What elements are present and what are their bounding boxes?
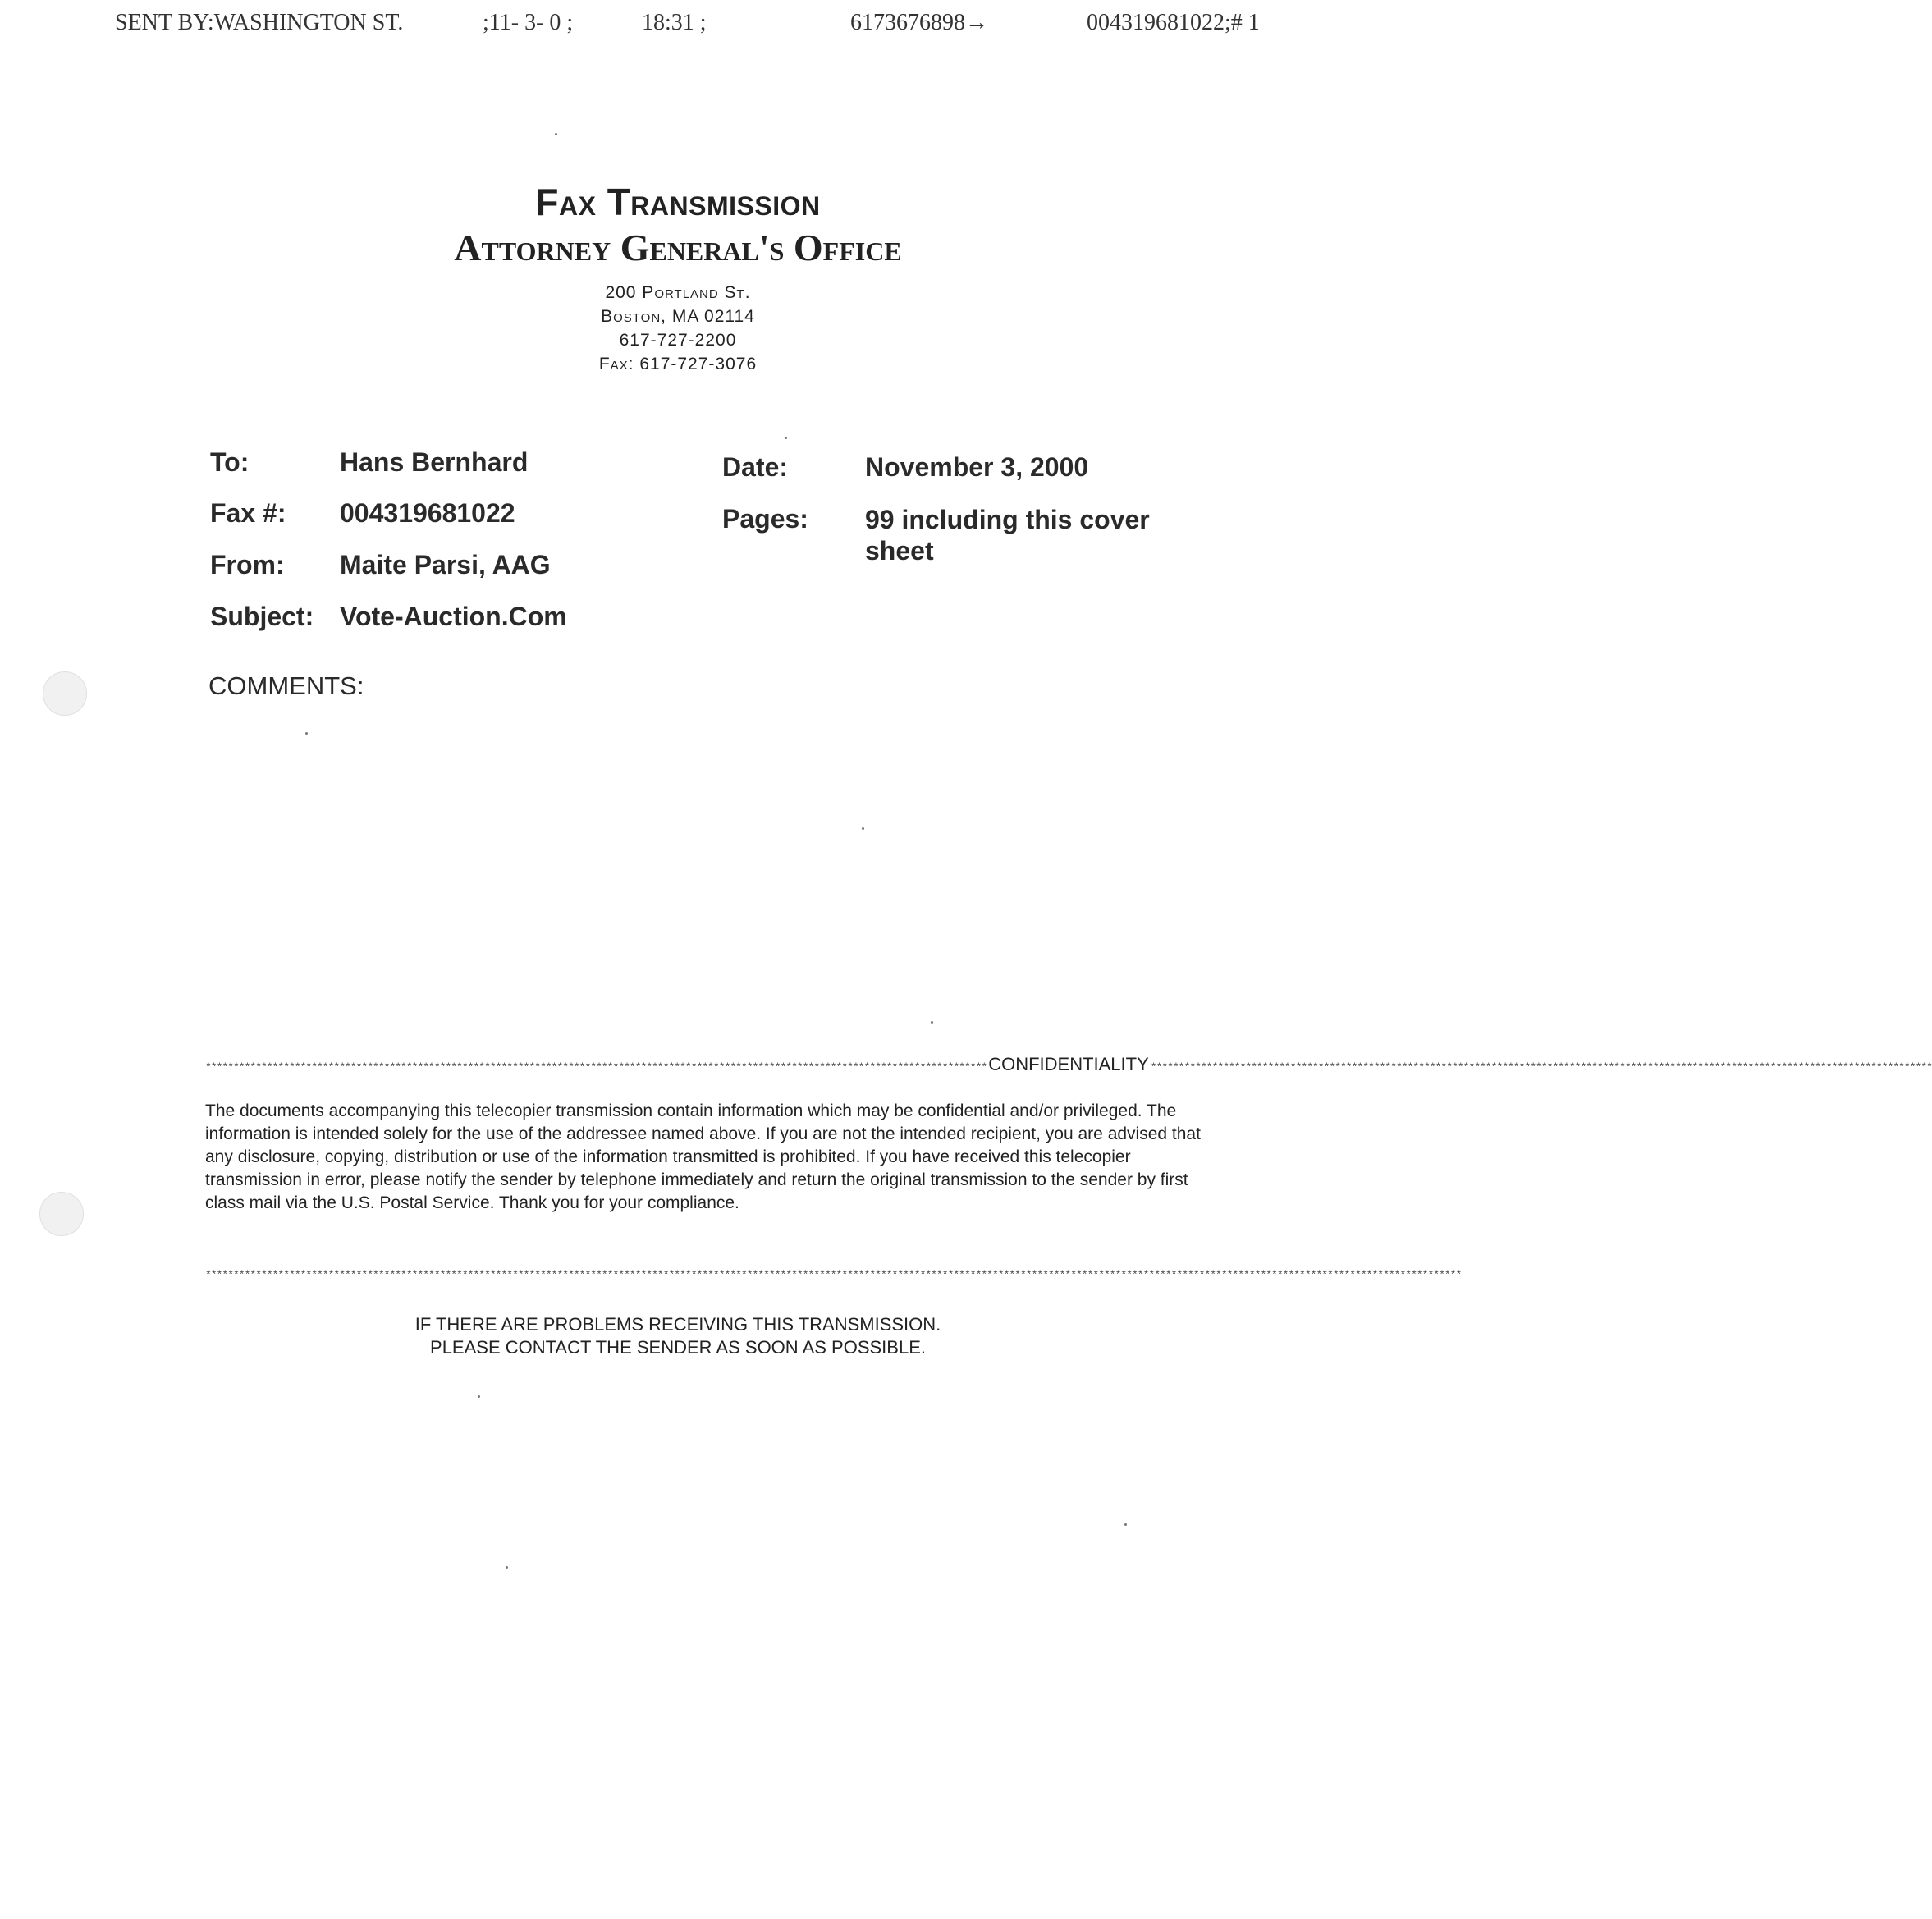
confidentiality-divider-bottom: ********************************************************************************************************************************************************************************************************************************* xyxy=(205,1269,1462,1281)
transmission-problem-notice xyxy=(0,1313,1356,1359)
scan-speck xyxy=(506,1566,508,1569)
fax-header-sender-number: 6173676898→ xyxy=(850,10,988,35)
office-name: Attorney General's Office xyxy=(454,227,902,268)
fax-header-time: 18:31 ; xyxy=(642,10,707,35)
pages-label: Pages: xyxy=(722,504,808,534)
date-value: November 3, 2000 xyxy=(865,452,1089,482)
scan-speck xyxy=(555,133,557,135)
punch-hole-bottom xyxy=(39,1192,84,1236)
notice-line-1: IF THERE ARE PROBLEMS RECEIVING THIS TRANSMISSION. xyxy=(414,1314,941,1335)
letterhead xyxy=(0,179,1356,376)
punch-hole-top xyxy=(43,671,87,716)
address-phone: 617-727-2200 xyxy=(619,331,737,350)
scan-speck xyxy=(931,1021,933,1024)
notice-line-2: PLEASE CONTACT THE SENDER AS SOON AS POSSIBLE. xyxy=(430,1337,926,1358)
fax-header-date: ;11- 3- 0 ; xyxy=(483,10,574,35)
scan-speck xyxy=(1124,1523,1127,1526)
to-value: Hans Bernhard xyxy=(340,447,529,477)
scan-speck xyxy=(785,437,787,439)
comments-label: COMMENTS: xyxy=(208,671,364,700)
confidentiality-notice: The documents accompanying this telecopier transmission contain information which may be confidential and/or privileged. The information is intended solely for the use of the addressee named above. If you are not the intended recipient, you are advised that any disclosure, copying, distribution or use of the information transmitted is prohibited. If you have received this telecopier transmission in error, please notify the sender by telephone immediately and return the original transmission to the sender by first class mail via the U.S. Postal Service. Thank you for your compliance. xyxy=(205,1101,1201,1212)
confidentiality-stars-right: ******************************************************************************************************************************************** xyxy=(1150,1061,1932,1074)
confidentiality-divider-top xyxy=(205,1054,1932,1075)
fax-transmission-header xyxy=(0,7,1356,39)
fax-header-destination: 004319681022;# 1 xyxy=(1087,10,1260,35)
office-address xyxy=(0,281,1356,376)
fax-number-label: Fax #: xyxy=(210,498,286,528)
pages-value: 99 including this cover sheet xyxy=(865,505,1150,566)
confidentiality-heading: CONFIDENTIALITY xyxy=(988,1054,1149,1074)
scan-speck xyxy=(478,1395,480,1398)
address-street: 200 Portland St. xyxy=(605,283,751,302)
address-city: Boston, MA 02114 xyxy=(601,307,755,326)
document-title: Fax Transmission xyxy=(535,181,821,223)
scan-speck xyxy=(305,732,308,735)
date-label: Date: xyxy=(722,452,789,482)
fax-header-sender: SENT BY:WASHINGTON ST. xyxy=(115,10,404,35)
subject-value: Vote-Auction.Com xyxy=(340,602,567,631)
fax-number-value: 004319681022 xyxy=(340,498,515,528)
to-label: To: xyxy=(210,447,250,477)
from-value: Maite Parsi, AAG xyxy=(340,550,551,579)
confidentiality-stars-left: ******************************************************************************************************************************************** xyxy=(205,1061,987,1074)
subject-label: Subject: xyxy=(210,602,314,631)
from-label: From: xyxy=(210,550,285,579)
address-fax: Fax: 617-727-3076 xyxy=(598,355,758,373)
scan-speck xyxy=(862,827,864,830)
